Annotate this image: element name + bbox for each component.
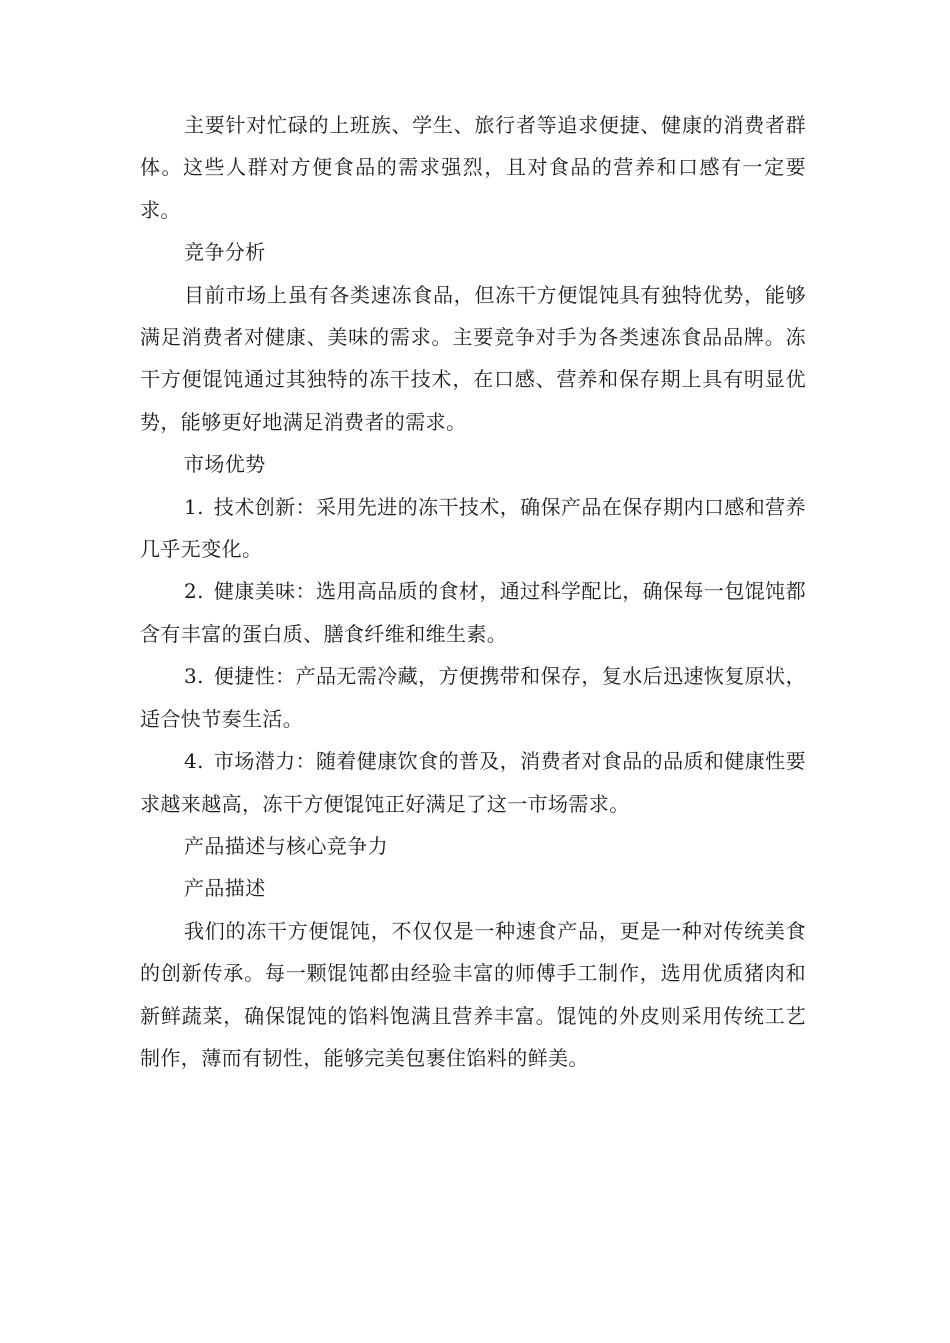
advantage-item-2: [140, 570, 806, 655]
list-number: 3.: [184, 664, 204, 689]
product-section-heading: 产品描述与核心竞争力: [184, 833, 388, 858]
competition-heading: 竞争分析: [184, 240, 266, 265]
advantages-heading: 市场优势: [184, 452, 266, 477]
advantage-item-3: [140, 655, 806, 740]
list-item-text: 技术创新：采用先进的冻干技术，确保产品在保存期内口感和营养几乎无变化。: [140, 494, 806, 562]
product-description-paragraph: 我们的冻干方便馄饨，不仅仅是一种速食产品，更是一种对传统美食的创新传承。每一颗馄饨都由经验丰富的师傅手工制作，选用优质猪肉和新鲜蔬菜，确保馄饨的馅料饱满且营养丰富。馄饨的外皮则采用传统工艺制作，薄而有韧性，能够完美包裹住馅料的鲜美。: [140, 918, 806, 1070]
list-item-text: 便捷性：产品无需冷藏，方便携带和保存，复水后迅速恢复原状，适合快节奏生活。: [140, 664, 806, 731]
competition-paragraph: 目前市场上虽有各类速冻食品，但冻干方便馄饨具有独特优势，能够满足消费者对健康、美味的需求。主要竞争对手为各类速冻食品品牌。冻干方便馄饨通过其独特的冻干技术，在口感、营养和保存期上具有明显优势，能够更好地满足消费者的需求。: [140, 282, 806, 434]
list-number: 1.: [184, 494, 204, 519]
product-description-heading: 产品描述: [184, 876, 266, 901]
list-number: 4.: [184, 749, 204, 774]
intro-paragraph: 主要针对忙碌的上班族、学生、旅行者等追求便捷、健康的消费者群体。这些人群对方便食品的需求强烈，且对食品的营养和口感有一定要求。: [140, 113, 806, 222]
advantage-item-1: [140, 486, 806, 571]
list-item-text: 健康美味：选用高品质的食材，通过科学配比，确保每一包馄饨都含有丰富的蛋白质、膳食纤维和维生素。: [140, 579, 806, 646]
document-page: [140, 104, 806, 1079]
list-item-text: 市场潜力：随着健康饮食的普及，消费者对食品的品质和健康性要求越来越高，冻干方便馄饨正好满足了这一市场需求。: [140, 749, 806, 816]
list-number: 2.: [184, 579, 204, 604]
advantage-item-4: [140, 740, 806, 825]
